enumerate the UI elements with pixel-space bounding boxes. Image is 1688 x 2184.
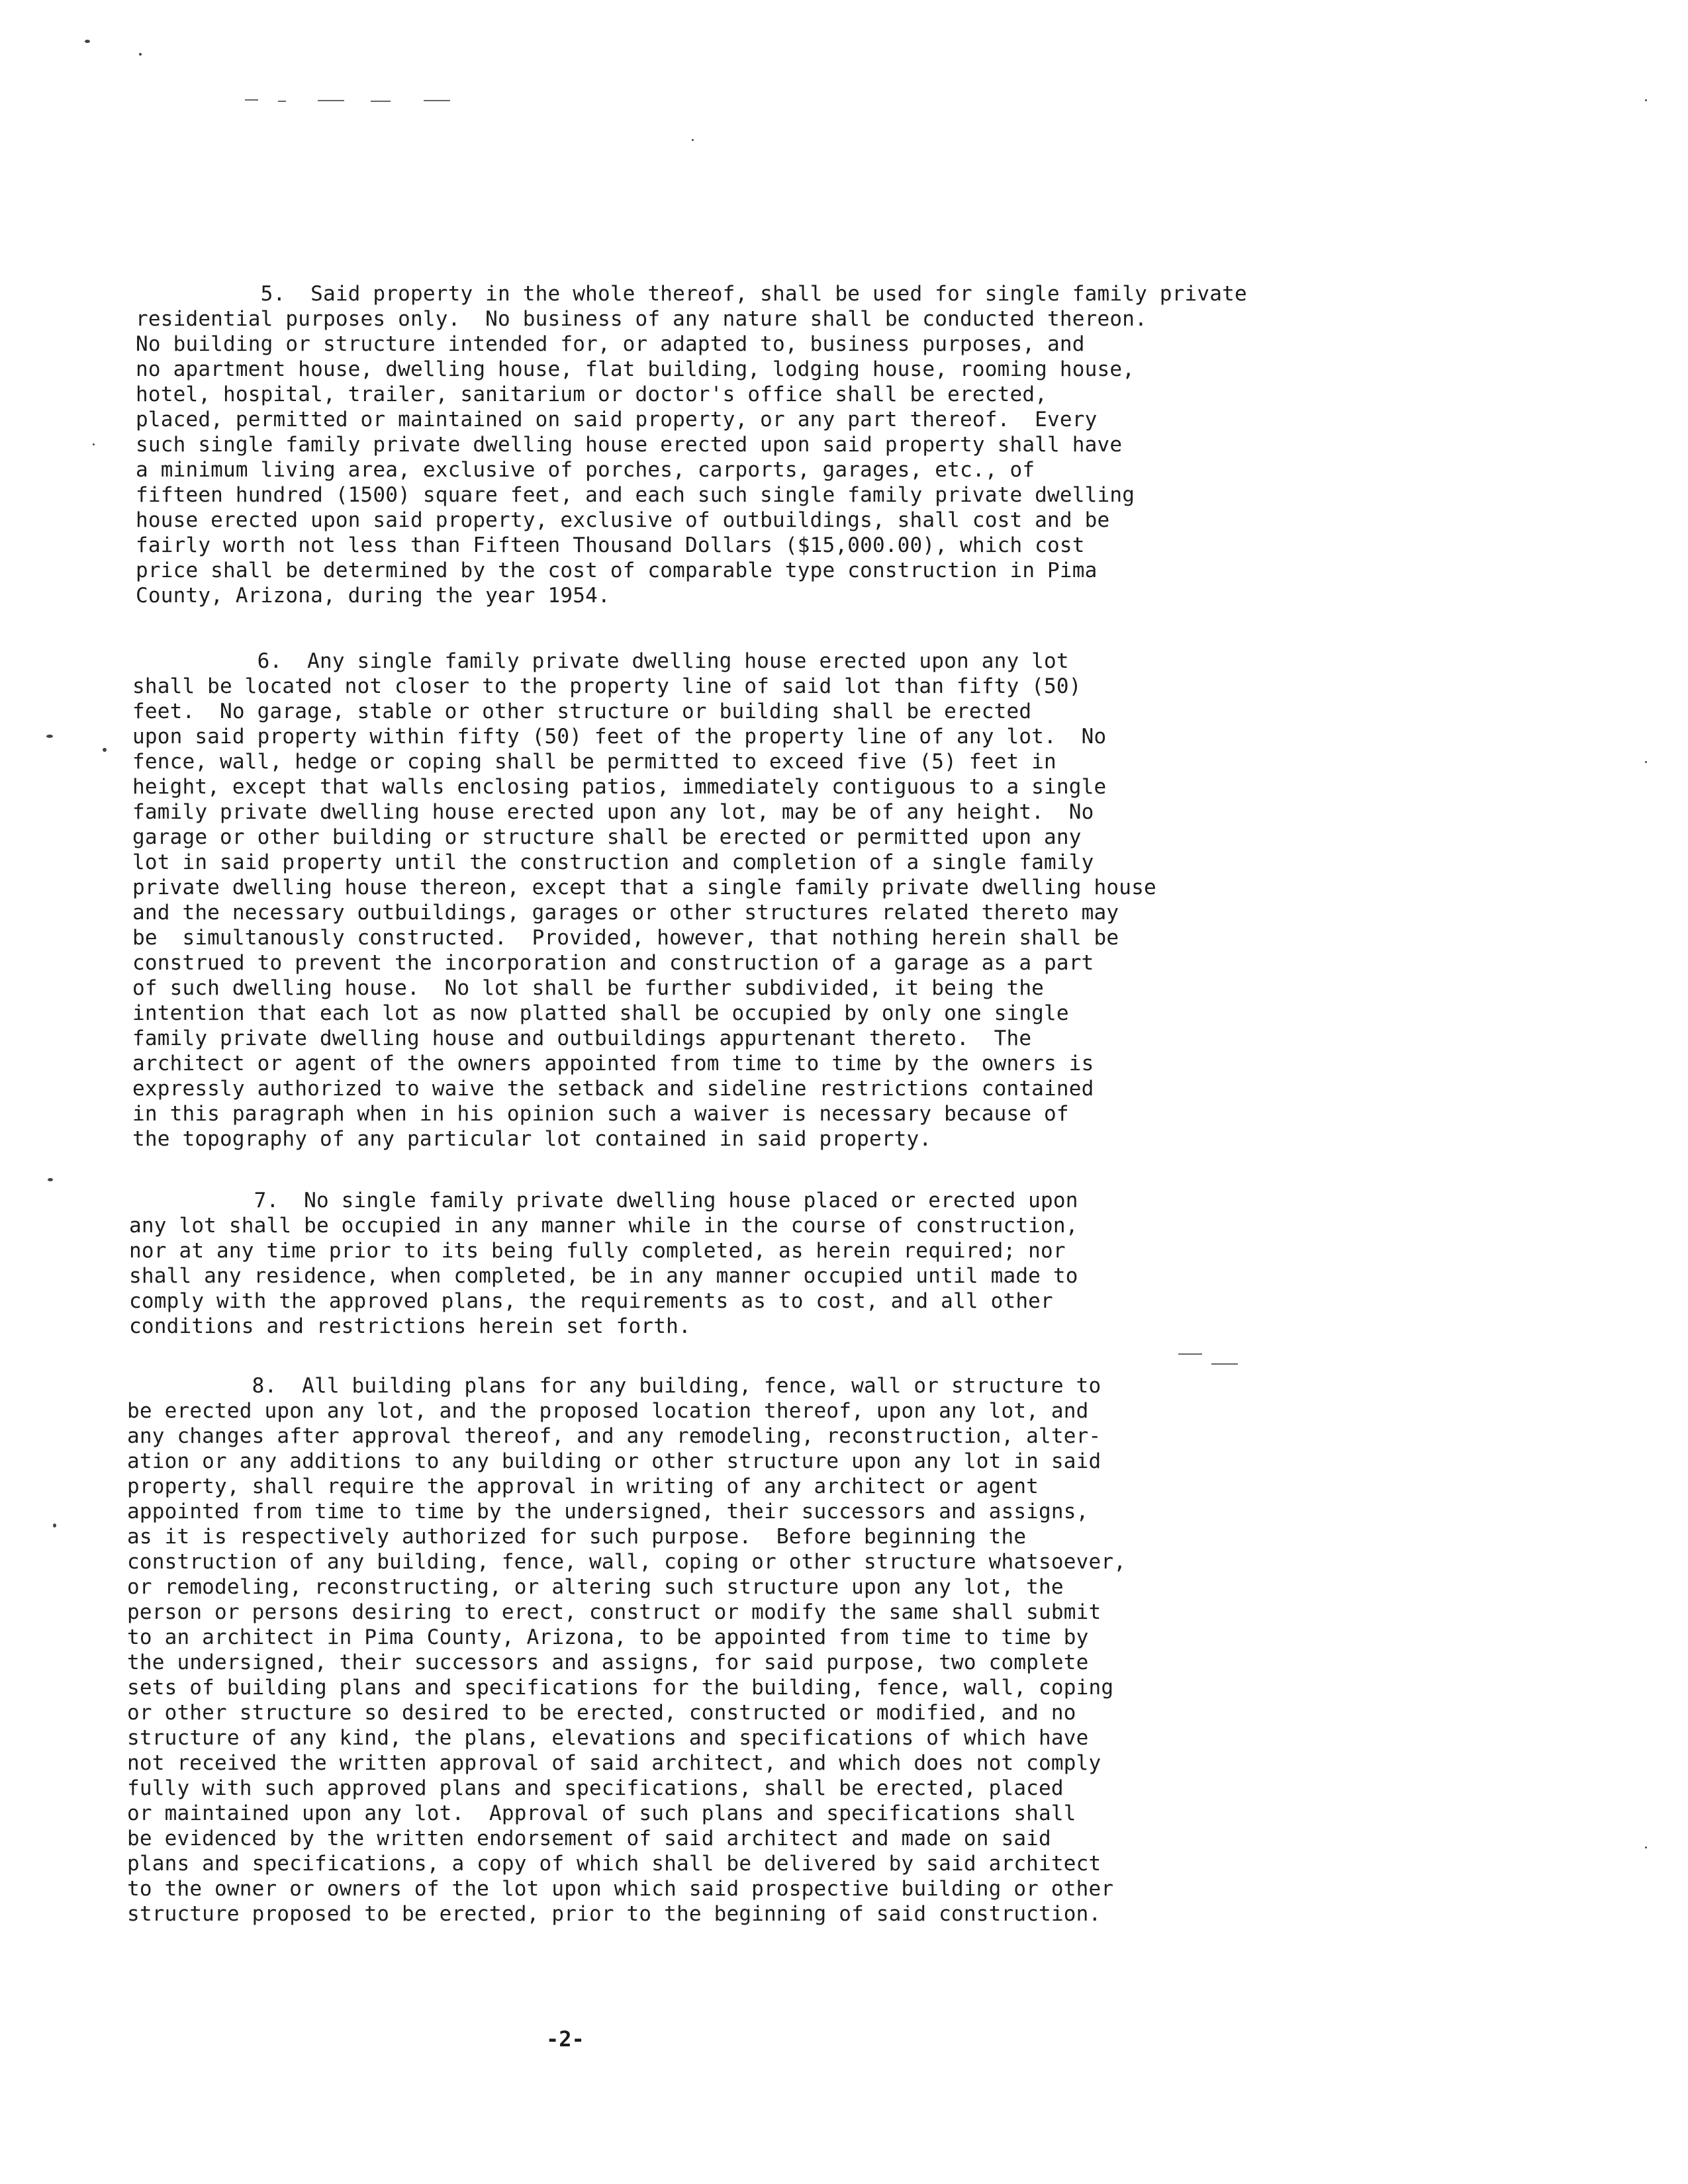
paragraph-line: structure proposed to be erected, prior to the beginning of said construction. bbox=[127, 1902, 1102, 1926]
paragraph-line: fully with such approved plans and specifications, shall be erected, placed bbox=[127, 1776, 1064, 1800]
paragraph-line: or maintained upon any lot. Approval of such plans and specifications shall bbox=[127, 1801, 1076, 1825]
page-number: -2- bbox=[546, 2026, 585, 2052]
paragraph-line: expressly authorized to waive the setback and sideline restrictions contained bbox=[132, 1077, 1094, 1101]
paragraph-line: feet. No garage, stable or other structure or building shall be erected bbox=[132, 700, 1032, 723]
paragraph-line: garage or other building or structure shall be erected or permitted upon any bbox=[132, 825, 1082, 849]
paragraph-line: 8. All building plans for any building, fence, wall or structure to bbox=[127, 1374, 1102, 1398]
paragraph-line: to an architect in Pima County, Arizona, to be appointed from time to time by bbox=[127, 1625, 1089, 1649]
paragraph-line: nor at any time prior to its being fully completed, as herein required; nor bbox=[129, 1239, 1066, 1263]
paragraph-line: property, shall require the approval in writing of any architect or agent bbox=[127, 1475, 1039, 1498]
paragraph-line: a minimum living area, exclusive of porches, carports, garages, etc., of bbox=[136, 458, 1035, 482]
paragraph-line: ation or any additions to any building or other structure upon any lot in said bbox=[127, 1449, 1102, 1473]
paragraph-line: structure of any kind, the plans, elevations and specifications of which have bbox=[127, 1726, 1089, 1750]
paragraph-line: or other structure so desired to be erected, constructed or modified, and no bbox=[127, 1701, 1076, 1725]
scan-speck bbox=[103, 748, 107, 752]
paragraph-line: intention that each lot as now platted shall be occupied by only one single bbox=[132, 1001, 1069, 1025]
paragraph-line: of such dwelling house. No lot shall be further subdivided, it being the bbox=[132, 976, 1045, 1000]
scan-speck bbox=[48, 1178, 53, 1181]
paragraph-line: no apartment house, dwelling house, flat building, lodging house, rooming house, bbox=[136, 357, 1135, 381]
paragraph-line: sets of building plans and specifications for the building, fence, wall, coping bbox=[127, 1676, 1114, 1700]
paragraph-line: plans and specifications, a copy of which shall be delivered by said architect bbox=[127, 1852, 1102, 1876]
paragraph-line: any changes after approval thereof, and any remodeling, reconstruction, alter- bbox=[127, 1424, 1102, 1448]
scan-speck bbox=[85, 40, 90, 43]
paragraph-line: family private dwelling house and outbuildings appurtenant thereto. The bbox=[132, 1026, 1032, 1050]
paragraph-line: hotel, hospital, trailer, sanitarium or doctor's office shall be erected, bbox=[136, 383, 1048, 406]
paragraph-line: house erected upon said property, exclusive of outbuildings, shall cost and be bbox=[136, 508, 1110, 532]
paragraph-line: be evidenced by the written endorsement of said architect and made on said bbox=[127, 1827, 1051, 1850]
scan-speck bbox=[53, 1524, 56, 1527]
paragraph-line: the topography of any particular lot contained in said property. bbox=[132, 1127, 932, 1151]
paragraph-line: not received the written approval of said architect, and which does not comply bbox=[127, 1751, 1102, 1775]
paragraph-line: comply with the approved plans, the requirements as to cost, and all other bbox=[129, 1289, 1053, 1313]
scan-speck bbox=[692, 139, 694, 141]
paragraph-line: 7. No single family private dwelling house placed or erected upon bbox=[129, 1189, 1078, 1212]
paragraph-line: 6. Any single family private dwelling house erected upon any lot bbox=[132, 649, 1069, 673]
paragraph-line: lot in said property until the construction and completion of a single family bbox=[132, 850, 1094, 874]
scan-speck bbox=[1645, 761, 1647, 763]
scan-speck bbox=[139, 53, 142, 56]
paragraph-line: and the necessary outbuildings, garages or other structures related thereto may bbox=[132, 901, 1119, 925]
paragraph-line: architect or agent of the owners appointed from time to time by the owners is bbox=[132, 1052, 1094, 1075]
paragraph-line: construed to prevent the incorporation and construction of a garage as a part bbox=[132, 951, 1094, 975]
paragraph-line: private dwelling house thereon, except that a single family private dwelling house bbox=[132, 876, 1156, 899]
paragraph-line: fifteen hundred (1500) square feet, and each such single family private dwelling bbox=[136, 483, 1135, 507]
paragraph-line: County, Arizona, during the year 1954. bbox=[136, 584, 610, 608]
paragraph-line: shall any residence, when completed, be in any manner occupied until made to bbox=[129, 1264, 1078, 1288]
paragraph-line: fairly worth not less than Fifteen Thousand Dollars ($15,000.00), which cost bbox=[136, 533, 1085, 557]
paragraph-line: No building or structure intended for, or adapted to, business purposes, and bbox=[136, 332, 1085, 356]
paragraph-line: placed, permitted or maintained on said property, or any part thereof. Every bbox=[136, 408, 1098, 432]
paragraph-line: 5. Said property in the whole thereof, shall be used for single family private bbox=[136, 282, 1247, 306]
paragraph-line: the undersigned, their successors and assigns, for said purpose, two complete bbox=[127, 1651, 1089, 1674]
scan-dash bbox=[318, 100, 344, 101]
paragraph-line: person or persons desiring to erect, construct or modify the same shall submit bbox=[127, 1600, 1102, 1624]
scan-dash bbox=[1211, 1363, 1238, 1365]
paragraph-line: residential purposes only. No business of any nature shall be conducted thereon. bbox=[136, 307, 1147, 331]
scan-dash bbox=[424, 100, 450, 101]
paragraph-line: to the owner or owners of the lot upon which said prospective building or other bbox=[127, 1877, 1114, 1901]
paragraph-line: be simultanously constructed. Provided, however, that nothing herein shall be bbox=[132, 926, 1119, 950]
scan-dash bbox=[278, 101, 286, 102]
scan-speck bbox=[1645, 99, 1647, 101]
paragraph-line: price shall be determined by the cost of comparable type construction in Pima bbox=[136, 559, 1098, 582]
paragraph-line: family private dwelling house erected upon any lot, may be of any height. No bbox=[132, 800, 1094, 824]
paragraph-line: in this paragraph when in his opinion such a waiver is necessary because of bbox=[132, 1102, 1069, 1126]
scan-dash bbox=[245, 99, 258, 101]
scan-speck bbox=[93, 443, 95, 445]
paragraph-line: be erected upon any lot, and the proposed location thereof, upon any lot, and bbox=[127, 1399, 1089, 1423]
scan-dash bbox=[1178, 1353, 1202, 1355]
paragraph-line: as it is respectively authorized for such purpose. Before beginning the bbox=[127, 1525, 1027, 1549]
paragraph-line: fence, wall, hedge or coping shall be permitted to exceed five (5) feet in bbox=[132, 750, 1056, 774]
scan-speck bbox=[1645, 1846, 1647, 1848]
paragraph-line: construction of any building, fence, wall, coping or other structure whatsoever, bbox=[127, 1550, 1127, 1574]
paragraph-line: upon said property within fifty (50) feet of the property line of any lot. No bbox=[132, 725, 1107, 749]
paragraph-line: or remodeling, reconstructing, or altering such structure upon any lot, the bbox=[127, 1575, 1064, 1599]
paragraph-line: shall be located not closer to the property line of said lot than fifty (50) bbox=[132, 674, 1082, 698]
scan-speck bbox=[46, 735, 53, 738]
paragraph-line: any lot shall be occupied in any manner while in the course of construction, bbox=[129, 1214, 1078, 1238]
paragraph-line: height, except that walls enclosing patios, immediately contiguous to a single bbox=[132, 775, 1107, 799]
paragraph-line: appointed from time to time by the undersigned, their successors and assigns, bbox=[127, 1500, 1089, 1524]
paragraph-line: such single family private dwelling house erected upon said property shall have bbox=[136, 433, 1123, 457]
paragraph-line: conditions and restrictions herein set forth. bbox=[129, 1314, 691, 1338]
scan-dash bbox=[371, 101, 391, 102]
